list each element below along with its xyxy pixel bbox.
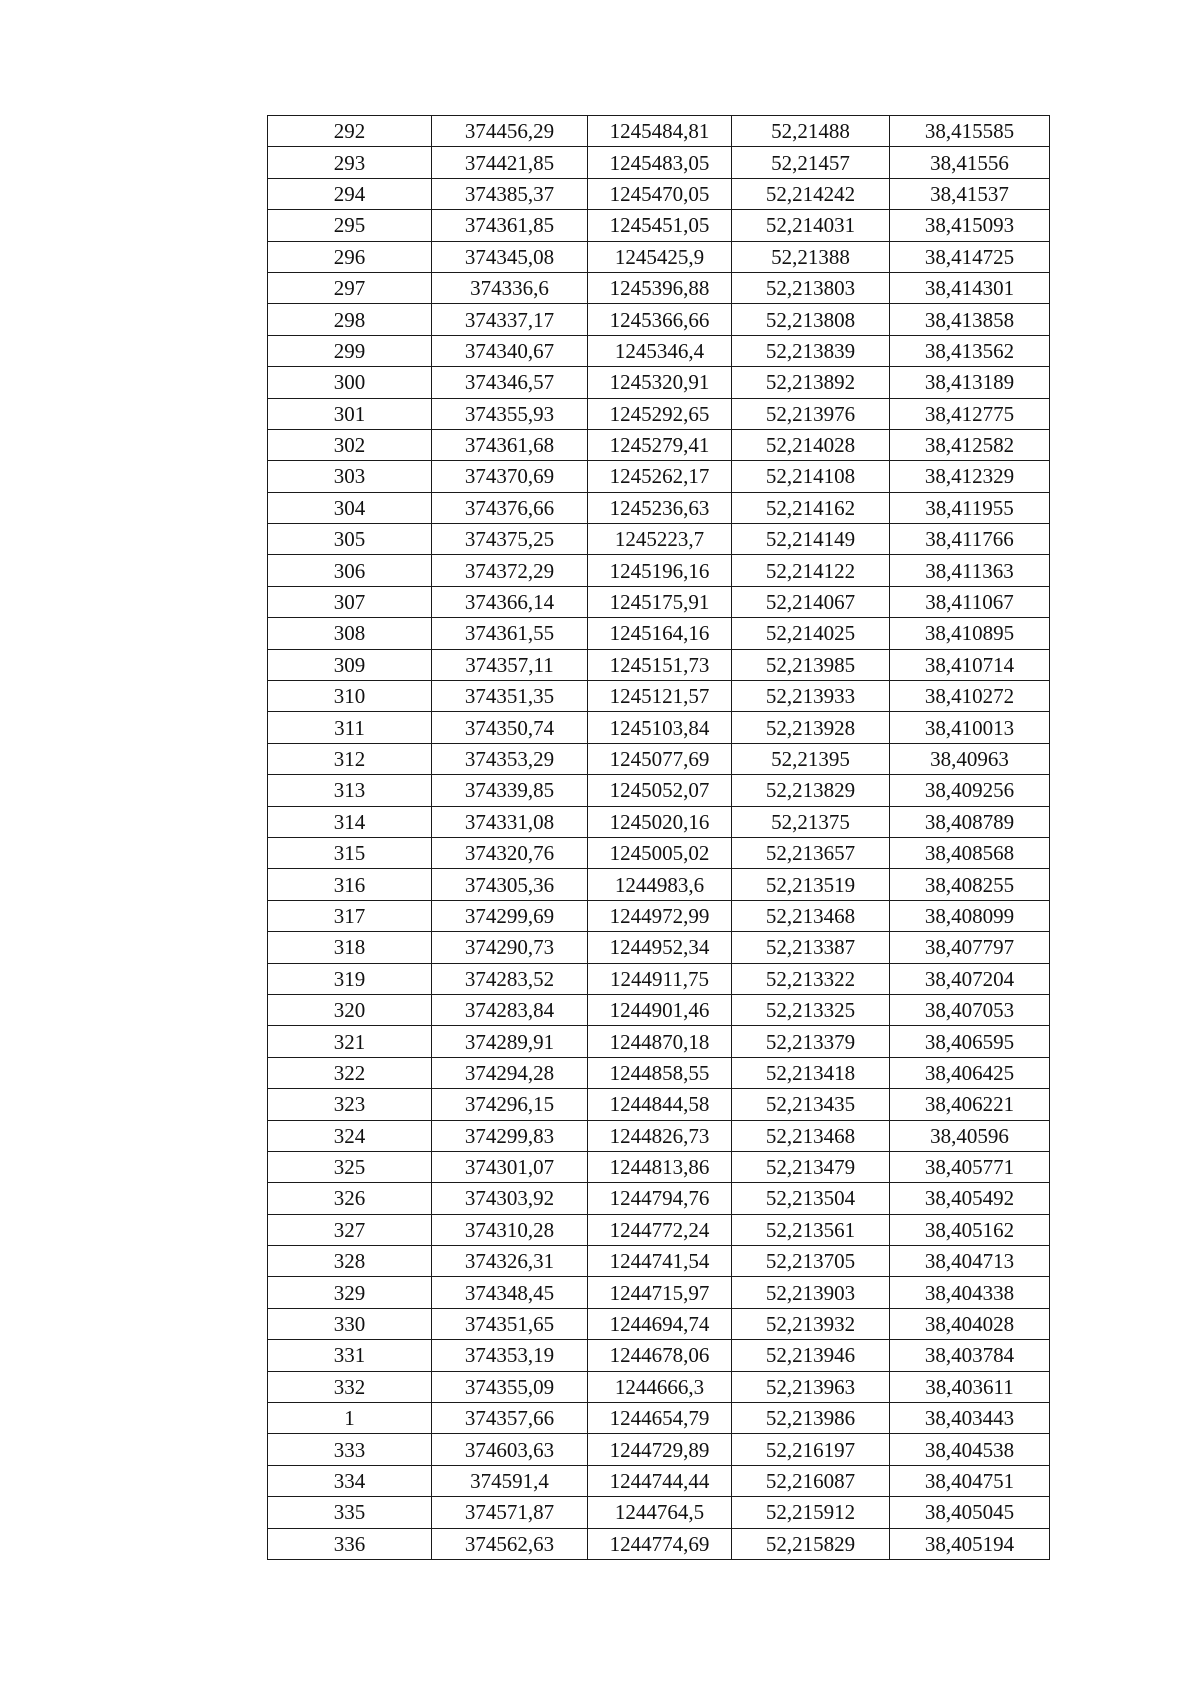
table-row [268, 932, 1050, 963]
x-coordinate-cell: 374372,29 [432, 555, 588, 586]
point-number-cell: 333 [268, 1434, 432, 1465]
latitude-cell: 52,213561 [732, 1214, 890, 1245]
point-number-cell: 293 [268, 147, 432, 178]
point-number-cell: 296 [268, 241, 432, 272]
x-coordinate-cell: 374562,63 [432, 1528, 588, 1559]
x-coordinate-cell: 374345,08 [432, 241, 588, 272]
point-number-cell: 294 [268, 178, 432, 209]
point-number-cell: 299 [268, 335, 432, 366]
table-row [268, 210, 1050, 241]
x-coordinate-cell: 374361,68 [432, 429, 588, 460]
y-coordinate-cell: 1245425,9 [588, 241, 732, 272]
latitude-cell: 52,213839 [732, 335, 890, 366]
table-row [268, 994, 1050, 1025]
point-number-cell: 292 [268, 116, 432, 147]
point-number-cell: 330 [268, 1308, 432, 1339]
table-row [268, 429, 1050, 460]
point-number-cell: 328 [268, 1246, 432, 1277]
longitude-cell: 38,413858 [890, 304, 1050, 335]
table-row [268, 1371, 1050, 1402]
latitude-cell: 52,213986 [732, 1403, 890, 1434]
longitude-cell: 38,411955 [890, 492, 1050, 523]
point-number-cell: 324 [268, 1120, 432, 1151]
y-coordinate-cell: 1244715,97 [588, 1277, 732, 1308]
y-coordinate-cell: 1245279,41 [588, 429, 732, 460]
y-coordinate-cell: 1244911,75 [588, 963, 732, 994]
latitude-cell: 52,213985 [732, 649, 890, 680]
table-row [268, 649, 1050, 680]
y-coordinate-cell: 1245052,07 [588, 775, 732, 806]
latitude-cell: 52,213325 [732, 994, 890, 1025]
y-coordinate-cell: 1244826,73 [588, 1120, 732, 1151]
latitude-cell: 52,213928 [732, 712, 890, 743]
x-coordinate-cell: 374357,66 [432, 1403, 588, 1434]
longitude-cell: 38,415585 [890, 116, 1050, 147]
longitude-cell: 38,405194 [890, 1528, 1050, 1559]
longitude-cell: 38,403443 [890, 1403, 1050, 1434]
table-row [268, 178, 1050, 209]
y-coordinate-cell: 1244952,34 [588, 932, 732, 963]
longitude-cell: 38,412775 [890, 398, 1050, 429]
point-number-cell: 305 [268, 524, 432, 555]
x-coordinate-cell: 374326,31 [432, 1246, 588, 1277]
table-row [268, 1308, 1050, 1339]
latitude-cell: 52,215829 [732, 1528, 890, 1559]
table-row [268, 963, 1050, 994]
longitude-cell: 38,403784 [890, 1340, 1050, 1371]
x-coordinate-cell: 374370,69 [432, 461, 588, 492]
longitude-cell: 38,40963 [890, 743, 1050, 774]
x-coordinate-cell: 374351,35 [432, 681, 588, 712]
table-row [268, 900, 1050, 931]
point-number-cell: 306 [268, 555, 432, 586]
table-row [268, 304, 1050, 335]
latitude-cell: 52,216197 [732, 1434, 890, 1465]
point-number-cell: 316 [268, 869, 432, 900]
point-number-cell: 322 [268, 1057, 432, 1088]
point-number-cell: 315 [268, 837, 432, 868]
y-coordinate-cell: 1244694,74 [588, 1308, 732, 1339]
x-coordinate-cell: 374289,91 [432, 1026, 588, 1057]
latitude-cell: 52,21488 [732, 116, 890, 147]
table-row [268, 241, 1050, 272]
x-coordinate-cell: 374355,93 [432, 398, 588, 429]
y-coordinate-cell: 1245470,05 [588, 178, 732, 209]
longitude-cell: 38,404538 [890, 1434, 1050, 1465]
point-number-cell: 310 [268, 681, 432, 712]
table-row [268, 1057, 1050, 1088]
point-number-cell: 304 [268, 492, 432, 523]
y-coordinate-cell: 1245236,63 [588, 492, 732, 523]
table-row [268, 367, 1050, 398]
x-coordinate-cell: 374331,08 [432, 806, 588, 837]
latitude-cell: 52,216087 [732, 1465, 890, 1496]
latitude-cell: 52,213657 [732, 837, 890, 868]
x-coordinate-cell: 374283,52 [432, 963, 588, 994]
longitude-cell: 38,408255 [890, 869, 1050, 900]
latitude-cell: 52,213468 [732, 900, 890, 931]
table-row [268, 775, 1050, 806]
table-row [268, 335, 1050, 366]
x-coordinate-cell: 374357,11 [432, 649, 588, 680]
longitude-cell: 38,406595 [890, 1026, 1050, 1057]
latitude-cell: 52,214122 [732, 555, 890, 586]
table-row [268, 1214, 1050, 1245]
table-row [268, 1403, 1050, 1434]
x-coordinate-cell: 374348,45 [432, 1277, 588, 1308]
y-coordinate-cell: 1245020,16 [588, 806, 732, 837]
y-coordinate-cell: 1245346,4 [588, 335, 732, 366]
latitude-cell: 52,213946 [732, 1340, 890, 1371]
table-row [268, 272, 1050, 303]
y-coordinate-cell: 1244983,6 [588, 869, 732, 900]
x-coordinate-cell: 374361,85 [432, 210, 588, 241]
latitude-cell: 52,213892 [732, 367, 890, 398]
point-number-cell: 313 [268, 775, 432, 806]
latitude-cell: 52,21375 [732, 806, 890, 837]
latitude-cell: 52,213379 [732, 1026, 890, 1057]
point-number-cell: 303 [268, 461, 432, 492]
y-coordinate-cell: 1244729,89 [588, 1434, 732, 1465]
latitude-cell: 52,214149 [732, 524, 890, 555]
y-coordinate-cell: 1244813,86 [588, 1151, 732, 1182]
longitude-cell: 38,405771 [890, 1151, 1050, 1182]
longitude-cell: 38,408789 [890, 806, 1050, 837]
x-coordinate-cell: 374301,07 [432, 1151, 588, 1182]
y-coordinate-cell: 1244772,24 [588, 1214, 732, 1245]
x-coordinate-cell: 374355,09 [432, 1371, 588, 1402]
point-number-cell: 308 [268, 618, 432, 649]
longitude-cell: 38,404713 [890, 1246, 1050, 1277]
x-coordinate-cell: 374310,28 [432, 1214, 588, 1245]
point-number-cell: 317 [268, 900, 432, 931]
table-row [268, 586, 1050, 617]
x-coordinate-cell: 374337,17 [432, 304, 588, 335]
latitude-cell: 52,213435 [732, 1089, 890, 1120]
latitude-cell: 52,213387 [732, 932, 890, 963]
y-coordinate-cell: 1245077,69 [588, 743, 732, 774]
table-row [268, 1277, 1050, 1308]
point-number-cell: 314 [268, 806, 432, 837]
y-coordinate-cell: 1245223,7 [588, 524, 732, 555]
point-number-cell: 312 [268, 743, 432, 774]
x-coordinate-cell: 374299,69 [432, 900, 588, 931]
latitude-cell: 52,213504 [732, 1183, 890, 1214]
latitude-cell: 52,21388 [732, 241, 890, 272]
point-number-cell: 325 [268, 1151, 432, 1182]
x-coordinate-cell: 374375,25 [432, 524, 588, 555]
latitude-cell: 52,213903 [732, 1277, 890, 1308]
y-coordinate-cell: 1245320,91 [588, 367, 732, 398]
point-number-cell: 318 [268, 932, 432, 963]
longitude-cell: 38,41537 [890, 178, 1050, 209]
y-coordinate-cell: 1245262,17 [588, 461, 732, 492]
coordinates-table-body [268, 116, 1050, 1560]
table-row [268, 1465, 1050, 1496]
latitude-cell: 52,215912 [732, 1497, 890, 1528]
table-row [268, 555, 1050, 586]
x-coordinate-cell: 374376,66 [432, 492, 588, 523]
longitude-cell: 38,405045 [890, 1497, 1050, 1528]
table-row [268, 524, 1050, 555]
latitude-cell: 52,213808 [732, 304, 890, 335]
table-row [268, 461, 1050, 492]
y-coordinate-cell: 1245121,57 [588, 681, 732, 712]
table-row [268, 147, 1050, 178]
x-coordinate-cell: 374385,37 [432, 178, 588, 209]
x-coordinate-cell: 374294,28 [432, 1057, 588, 1088]
table-row [268, 806, 1050, 837]
latitude-cell: 52,214025 [732, 618, 890, 649]
y-coordinate-cell: 1244744,44 [588, 1465, 732, 1496]
table-row [268, 1089, 1050, 1120]
x-coordinate-cell: 374366,14 [432, 586, 588, 617]
longitude-cell: 38,413562 [890, 335, 1050, 366]
longitude-cell: 38,410895 [890, 618, 1050, 649]
latitude-cell: 52,213932 [732, 1308, 890, 1339]
longitude-cell: 38,404338 [890, 1277, 1050, 1308]
table-row [268, 837, 1050, 868]
y-coordinate-cell: 1245292,65 [588, 398, 732, 429]
latitude-cell: 52,213705 [732, 1246, 890, 1277]
table-row [268, 1528, 1050, 1559]
point-number-cell: 319 [268, 963, 432, 994]
longitude-cell: 38,413189 [890, 367, 1050, 398]
x-coordinate-cell: 374296,15 [432, 1089, 588, 1120]
y-coordinate-cell: 1245196,16 [588, 555, 732, 586]
point-number-cell: 307 [268, 586, 432, 617]
x-coordinate-cell: 374320,76 [432, 837, 588, 868]
longitude-cell: 38,407053 [890, 994, 1050, 1025]
y-coordinate-cell: 1244794,76 [588, 1183, 732, 1214]
point-number-cell: 298 [268, 304, 432, 335]
y-coordinate-cell: 1245175,91 [588, 586, 732, 617]
point-number-cell: 336 [268, 1528, 432, 1559]
point-number-cell: 300 [268, 367, 432, 398]
x-coordinate-cell: 374350,74 [432, 712, 588, 743]
x-coordinate-cell: 374339,85 [432, 775, 588, 806]
longitude-cell: 38,411067 [890, 586, 1050, 617]
point-number-cell: 301 [268, 398, 432, 429]
table-row [268, 1434, 1050, 1465]
y-coordinate-cell: 1245483,05 [588, 147, 732, 178]
x-coordinate-cell: 374361,55 [432, 618, 588, 649]
longitude-cell: 38,409256 [890, 775, 1050, 806]
latitude-cell: 52,213803 [732, 272, 890, 303]
coordinates-table [267, 115, 1050, 1560]
y-coordinate-cell: 1245005,02 [588, 837, 732, 868]
table-row [268, 398, 1050, 429]
point-number-cell: 1 [268, 1403, 432, 1434]
y-coordinate-cell: 1244870,18 [588, 1026, 732, 1057]
table-row [268, 1151, 1050, 1182]
longitude-cell: 38,411363 [890, 555, 1050, 586]
x-coordinate-cell: 374340,67 [432, 335, 588, 366]
longitude-cell: 38,404028 [890, 1308, 1050, 1339]
latitude-cell: 52,21395 [732, 743, 890, 774]
y-coordinate-cell: 1245451,05 [588, 210, 732, 241]
table-row [268, 681, 1050, 712]
x-coordinate-cell: 374353,19 [432, 1340, 588, 1371]
y-coordinate-cell: 1245484,81 [588, 116, 732, 147]
point-number-cell: 309 [268, 649, 432, 680]
longitude-cell: 38,407797 [890, 932, 1050, 963]
x-coordinate-cell: 374336,6 [432, 272, 588, 303]
point-number-cell: 295 [268, 210, 432, 241]
latitude-cell: 52,213479 [732, 1151, 890, 1182]
longitude-cell: 38,411766 [890, 524, 1050, 555]
latitude-cell: 52,21457 [732, 147, 890, 178]
y-coordinate-cell: 1244654,79 [588, 1403, 732, 1434]
x-coordinate-cell: 374299,83 [432, 1120, 588, 1151]
longitude-cell: 38,407204 [890, 963, 1050, 994]
longitude-cell: 38,412582 [890, 429, 1050, 460]
latitude-cell: 52,213829 [732, 775, 890, 806]
x-coordinate-cell: 374353,29 [432, 743, 588, 774]
latitude-cell: 52,213468 [732, 1120, 890, 1151]
latitude-cell: 52,213933 [732, 681, 890, 712]
x-coordinate-cell: 374591,4 [432, 1465, 588, 1496]
longitude-cell: 38,40596 [890, 1120, 1050, 1151]
x-coordinate-cell: 374456,29 [432, 116, 588, 147]
point-number-cell: 331 [268, 1340, 432, 1371]
table-row [268, 1026, 1050, 1057]
latitude-cell: 52,213963 [732, 1371, 890, 1402]
longitude-cell: 38,406425 [890, 1057, 1050, 1088]
latitude-cell: 52,214067 [732, 586, 890, 617]
table-row [268, 869, 1050, 900]
longitude-cell: 38,410714 [890, 649, 1050, 680]
y-coordinate-cell: 1244764,5 [588, 1497, 732, 1528]
x-coordinate-cell: 374305,36 [432, 869, 588, 900]
longitude-cell: 38,410272 [890, 681, 1050, 712]
y-coordinate-cell: 1244666,3 [588, 1371, 732, 1402]
longitude-cell: 38,415093 [890, 210, 1050, 241]
y-coordinate-cell: 1245103,84 [588, 712, 732, 743]
y-coordinate-cell: 1244972,99 [588, 900, 732, 931]
longitude-cell: 38,41556 [890, 147, 1050, 178]
x-coordinate-cell: 374283,84 [432, 994, 588, 1025]
latitude-cell: 52,214242 [732, 178, 890, 209]
longitude-cell: 38,414301 [890, 272, 1050, 303]
point-number-cell: 297 [268, 272, 432, 303]
point-number-cell: 332 [268, 1371, 432, 1402]
table-row [268, 1340, 1050, 1371]
x-coordinate-cell: 374571,87 [432, 1497, 588, 1528]
longitude-cell: 38,405162 [890, 1214, 1050, 1245]
y-coordinate-cell: 1244741,54 [588, 1246, 732, 1277]
longitude-cell: 38,405492 [890, 1183, 1050, 1214]
longitude-cell: 38,408568 [890, 837, 1050, 868]
y-coordinate-cell: 1244774,69 [588, 1528, 732, 1559]
x-coordinate-cell: 374421,85 [432, 147, 588, 178]
table-row [268, 1246, 1050, 1277]
point-number-cell: 327 [268, 1214, 432, 1245]
point-number-cell: 335 [268, 1497, 432, 1528]
table-row [268, 1183, 1050, 1214]
table-row [268, 492, 1050, 523]
point-number-cell: 311 [268, 712, 432, 743]
longitude-cell: 38,408099 [890, 900, 1050, 931]
x-coordinate-cell: 374346,57 [432, 367, 588, 398]
y-coordinate-cell: 1244678,06 [588, 1340, 732, 1371]
latitude-cell: 52,213418 [732, 1057, 890, 1088]
table-row [268, 1497, 1050, 1528]
point-number-cell: 323 [268, 1089, 432, 1120]
latitude-cell: 52,214108 [732, 461, 890, 492]
y-coordinate-cell: 1245151,73 [588, 649, 732, 680]
x-coordinate-cell: 374303,92 [432, 1183, 588, 1214]
x-coordinate-cell: 374290,73 [432, 932, 588, 963]
x-coordinate-cell: 374603,63 [432, 1434, 588, 1465]
latitude-cell: 52,214162 [732, 492, 890, 523]
y-coordinate-cell: 1244844,58 [588, 1089, 732, 1120]
point-number-cell: 329 [268, 1277, 432, 1308]
table-row [268, 712, 1050, 743]
longitude-cell: 38,414725 [890, 241, 1050, 272]
y-coordinate-cell: 1245164,16 [588, 618, 732, 649]
x-coordinate-cell: 374351,65 [432, 1308, 588, 1339]
latitude-cell: 52,214028 [732, 429, 890, 460]
point-number-cell: 302 [268, 429, 432, 460]
latitude-cell: 52,213519 [732, 869, 890, 900]
longitude-cell: 38,406221 [890, 1089, 1050, 1120]
y-coordinate-cell: 1244901,46 [588, 994, 732, 1025]
point-number-cell: 321 [268, 1026, 432, 1057]
latitude-cell: 52,214031 [732, 210, 890, 241]
table-row [268, 116, 1050, 147]
longitude-cell: 38,403611 [890, 1371, 1050, 1402]
y-coordinate-cell: 1245366,66 [588, 304, 732, 335]
point-number-cell: 334 [268, 1465, 432, 1496]
table-row [268, 1120, 1050, 1151]
latitude-cell: 52,213322 [732, 963, 890, 994]
table-row [268, 618, 1050, 649]
longitude-cell: 38,404751 [890, 1465, 1050, 1496]
y-coordinate-cell: 1245396,88 [588, 272, 732, 303]
table-row [268, 743, 1050, 774]
point-number-cell: 320 [268, 994, 432, 1025]
longitude-cell: 38,412329 [890, 461, 1050, 492]
latitude-cell: 52,213976 [732, 398, 890, 429]
longitude-cell: 38,410013 [890, 712, 1050, 743]
point-number-cell: 326 [268, 1183, 432, 1214]
y-coordinate-cell: 1244858,55 [588, 1057, 732, 1088]
